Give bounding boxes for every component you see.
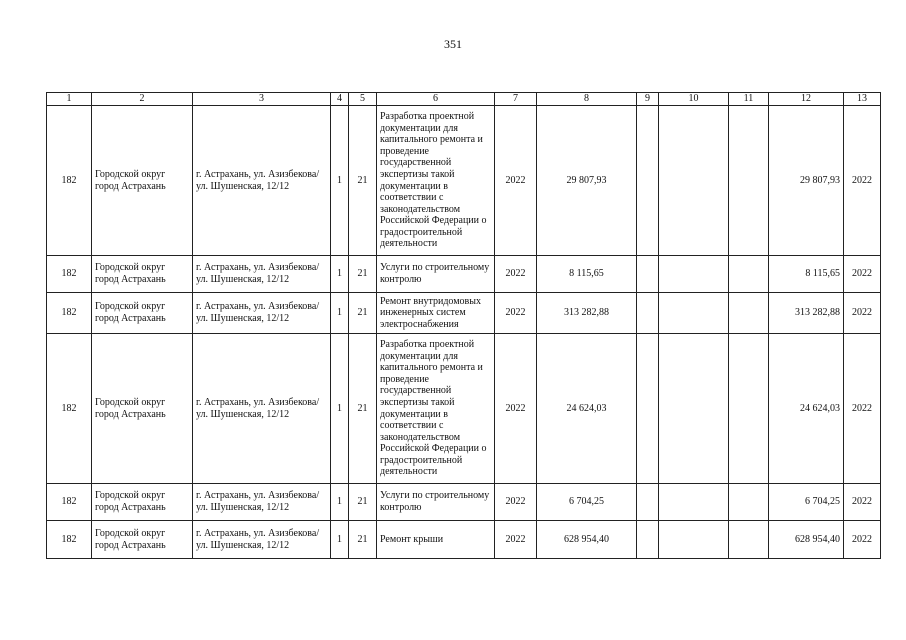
municipality-cell: Городской округ город Астрахань bbox=[92, 106, 193, 256]
col11-cell bbox=[729, 521, 769, 559]
column-number-row bbox=[47, 93, 881, 106]
address-cell: г. Астрахань, ул. Азизбекова/ ул. Шушенская, 12/12 bbox=[193, 334, 331, 484]
total-cost-cell: 8 115,65 bbox=[537, 256, 637, 293]
col12-cell: 628 954,40 bbox=[769, 521, 844, 559]
col9-cell bbox=[637, 521, 659, 559]
column-header: 4 bbox=[331, 93, 349, 106]
col4-cell: 1 bbox=[331, 293, 349, 334]
table-row bbox=[47, 484, 881, 521]
work-type-cell: Ремонт внутридомовых инженерных систем электроснабжения bbox=[377, 293, 495, 334]
col9-cell bbox=[637, 484, 659, 521]
column-header: 3 bbox=[193, 93, 331, 106]
column-header: 7 bbox=[495, 93, 537, 106]
year-cell: 2022 bbox=[495, 106, 537, 256]
table-row bbox=[47, 293, 881, 334]
col13-cell: 2022 bbox=[844, 293, 881, 334]
col5-cell: 21 bbox=[349, 106, 377, 256]
column-header: 5 bbox=[349, 93, 377, 106]
address-cell: г. Астрахань, ул. Азизбекова/ ул. Шушенская, 12/12 bbox=[193, 106, 331, 256]
col13-cell: 2022 bbox=[844, 334, 881, 484]
municipality-cell: Городской округ город Астрахань bbox=[92, 293, 193, 334]
total-cost-cell: 6 704,25 bbox=[537, 484, 637, 521]
col11-cell bbox=[729, 293, 769, 334]
year-cell: 2022 bbox=[495, 334, 537, 484]
col4-cell: 1 bbox=[331, 484, 349, 521]
col12-cell: 24 624,03 bbox=[769, 334, 844, 484]
col12-cell: 29 807,93 bbox=[769, 106, 844, 256]
col5-cell: 21 bbox=[349, 293, 377, 334]
total-cost-cell: 24 624,03 bbox=[537, 334, 637, 484]
col9-cell bbox=[637, 256, 659, 293]
row-number: 182 bbox=[47, 484, 92, 521]
total-cost-cell: 628 954,40 bbox=[537, 521, 637, 559]
col4-cell: 1 bbox=[331, 106, 349, 256]
works-table bbox=[46, 92, 881, 559]
col10-cell bbox=[659, 293, 729, 334]
column-header: 11 bbox=[729, 93, 769, 106]
col4-cell: 1 bbox=[331, 334, 349, 484]
municipality-cell: Городской округ город Астрахань bbox=[92, 334, 193, 484]
column-header: 10 bbox=[659, 93, 729, 106]
column-header: 9 bbox=[637, 93, 659, 106]
col13-cell: 2022 bbox=[844, 521, 881, 559]
col12-cell: 8 115,65 bbox=[769, 256, 844, 293]
col12-cell: 6 704,25 bbox=[769, 484, 844, 521]
row-number: 182 bbox=[47, 334, 92, 484]
col11-cell bbox=[729, 256, 769, 293]
municipality-cell: Городской округ город Астрахань bbox=[92, 484, 193, 521]
col4-cell: 1 bbox=[331, 521, 349, 559]
col9-cell bbox=[637, 293, 659, 334]
col10-cell bbox=[659, 256, 729, 293]
work-type-cell: Услуги по строительному контролю bbox=[377, 484, 495, 521]
municipality-cell: Городской округ город Астрахань bbox=[92, 256, 193, 293]
total-cost-cell: 313 282,88 bbox=[537, 293, 637, 334]
col10-cell bbox=[659, 484, 729, 521]
column-header: 13 bbox=[844, 93, 881, 106]
column-header: 2 bbox=[92, 93, 193, 106]
col12-cell: 313 282,88 bbox=[769, 293, 844, 334]
column-header: 6 bbox=[377, 93, 495, 106]
work-type-cell: Ремонт крыши bbox=[377, 521, 495, 559]
col5-cell: 21 bbox=[349, 484, 377, 521]
col5-cell: 21 bbox=[349, 521, 377, 559]
col10-cell bbox=[659, 334, 729, 484]
work-type-cell: Разработка проектной документации для капитального ремонта и проведение государственной экспертизы такой документации в соответствии с законодательством Российской Федерации о градостроительной деятельности bbox=[377, 106, 495, 256]
work-type-cell: Услуги по строительному контролю bbox=[377, 256, 495, 293]
year-cell: 2022 bbox=[495, 484, 537, 521]
column-header: 1 bbox=[47, 93, 92, 106]
table-row bbox=[47, 334, 881, 484]
col5-cell: 21 bbox=[349, 334, 377, 484]
address-cell: г. Астрахань, ул. Азизбекова/ ул. Шушенская, 12/12 bbox=[193, 256, 331, 293]
col13-cell: 2022 bbox=[844, 256, 881, 293]
col11-cell bbox=[729, 484, 769, 521]
column-header: 8 bbox=[537, 93, 637, 106]
address-cell: г. Астрахань, ул. Азизбекова/ ул. Шушенская, 12/12 bbox=[193, 293, 331, 334]
col11-cell bbox=[729, 334, 769, 484]
municipality-cell: Городской округ город Астрахань bbox=[92, 521, 193, 559]
col9-cell bbox=[637, 334, 659, 484]
table-row bbox=[47, 521, 881, 559]
col11-cell bbox=[729, 106, 769, 256]
year-cell: 2022 bbox=[495, 521, 537, 559]
col4-cell: 1 bbox=[331, 256, 349, 293]
table-row bbox=[47, 106, 881, 256]
col10-cell bbox=[659, 521, 729, 559]
col9-cell bbox=[637, 106, 659, 256]
page-number: 351 bbox=[444, 37, 462, 51]
total-cost-cell: 29 807,93 bbox=[537, 106, 637, 256]
row-number: 182 bbox=[47, 521, 92, 559]
work-type-cell: Разработка проектной документации для капитального ремонта и проведение государственной экспертизы такой документации в соответствии с законодательством Российской Федерации о градостроительной деятельности bbox=[377, 334, 495, 484]
row-number: 182 bbox=[47, 256, 92, 293]
column-header: 12 bbox=[769, 93, 844, 106]
row-number: 182 bbox=[47, 106, 92, 256]
col13-cell: 2022 bbox=[844, 106, 881, 256]
table-row bbox=[47, 256, 881, 293]
address-cell: г. Астрахань, ул. Азизбекова/ ул. Шушенская, 12/12 bbox=[193, 484, 331, 521]
year-cell: 2022 bbox=[495, 293, 537, 334]
address-cell: г. Астрахань, ул. Азизбекова/ ул. Шушенская, 12/12 bbox=[193, 521, 331, 559]
row-number: 182 bbox=[47, 293, 92, 334]
year-cell: 2022 bbox=[495, 256, 537, 293]
col10-cell bbox=[659, 106, 729, 256]
col5-cell: 21 bbox=[349, 256, 377, 293]
col13-cell: 2022 bbox=[844, 484, 881, 521]
